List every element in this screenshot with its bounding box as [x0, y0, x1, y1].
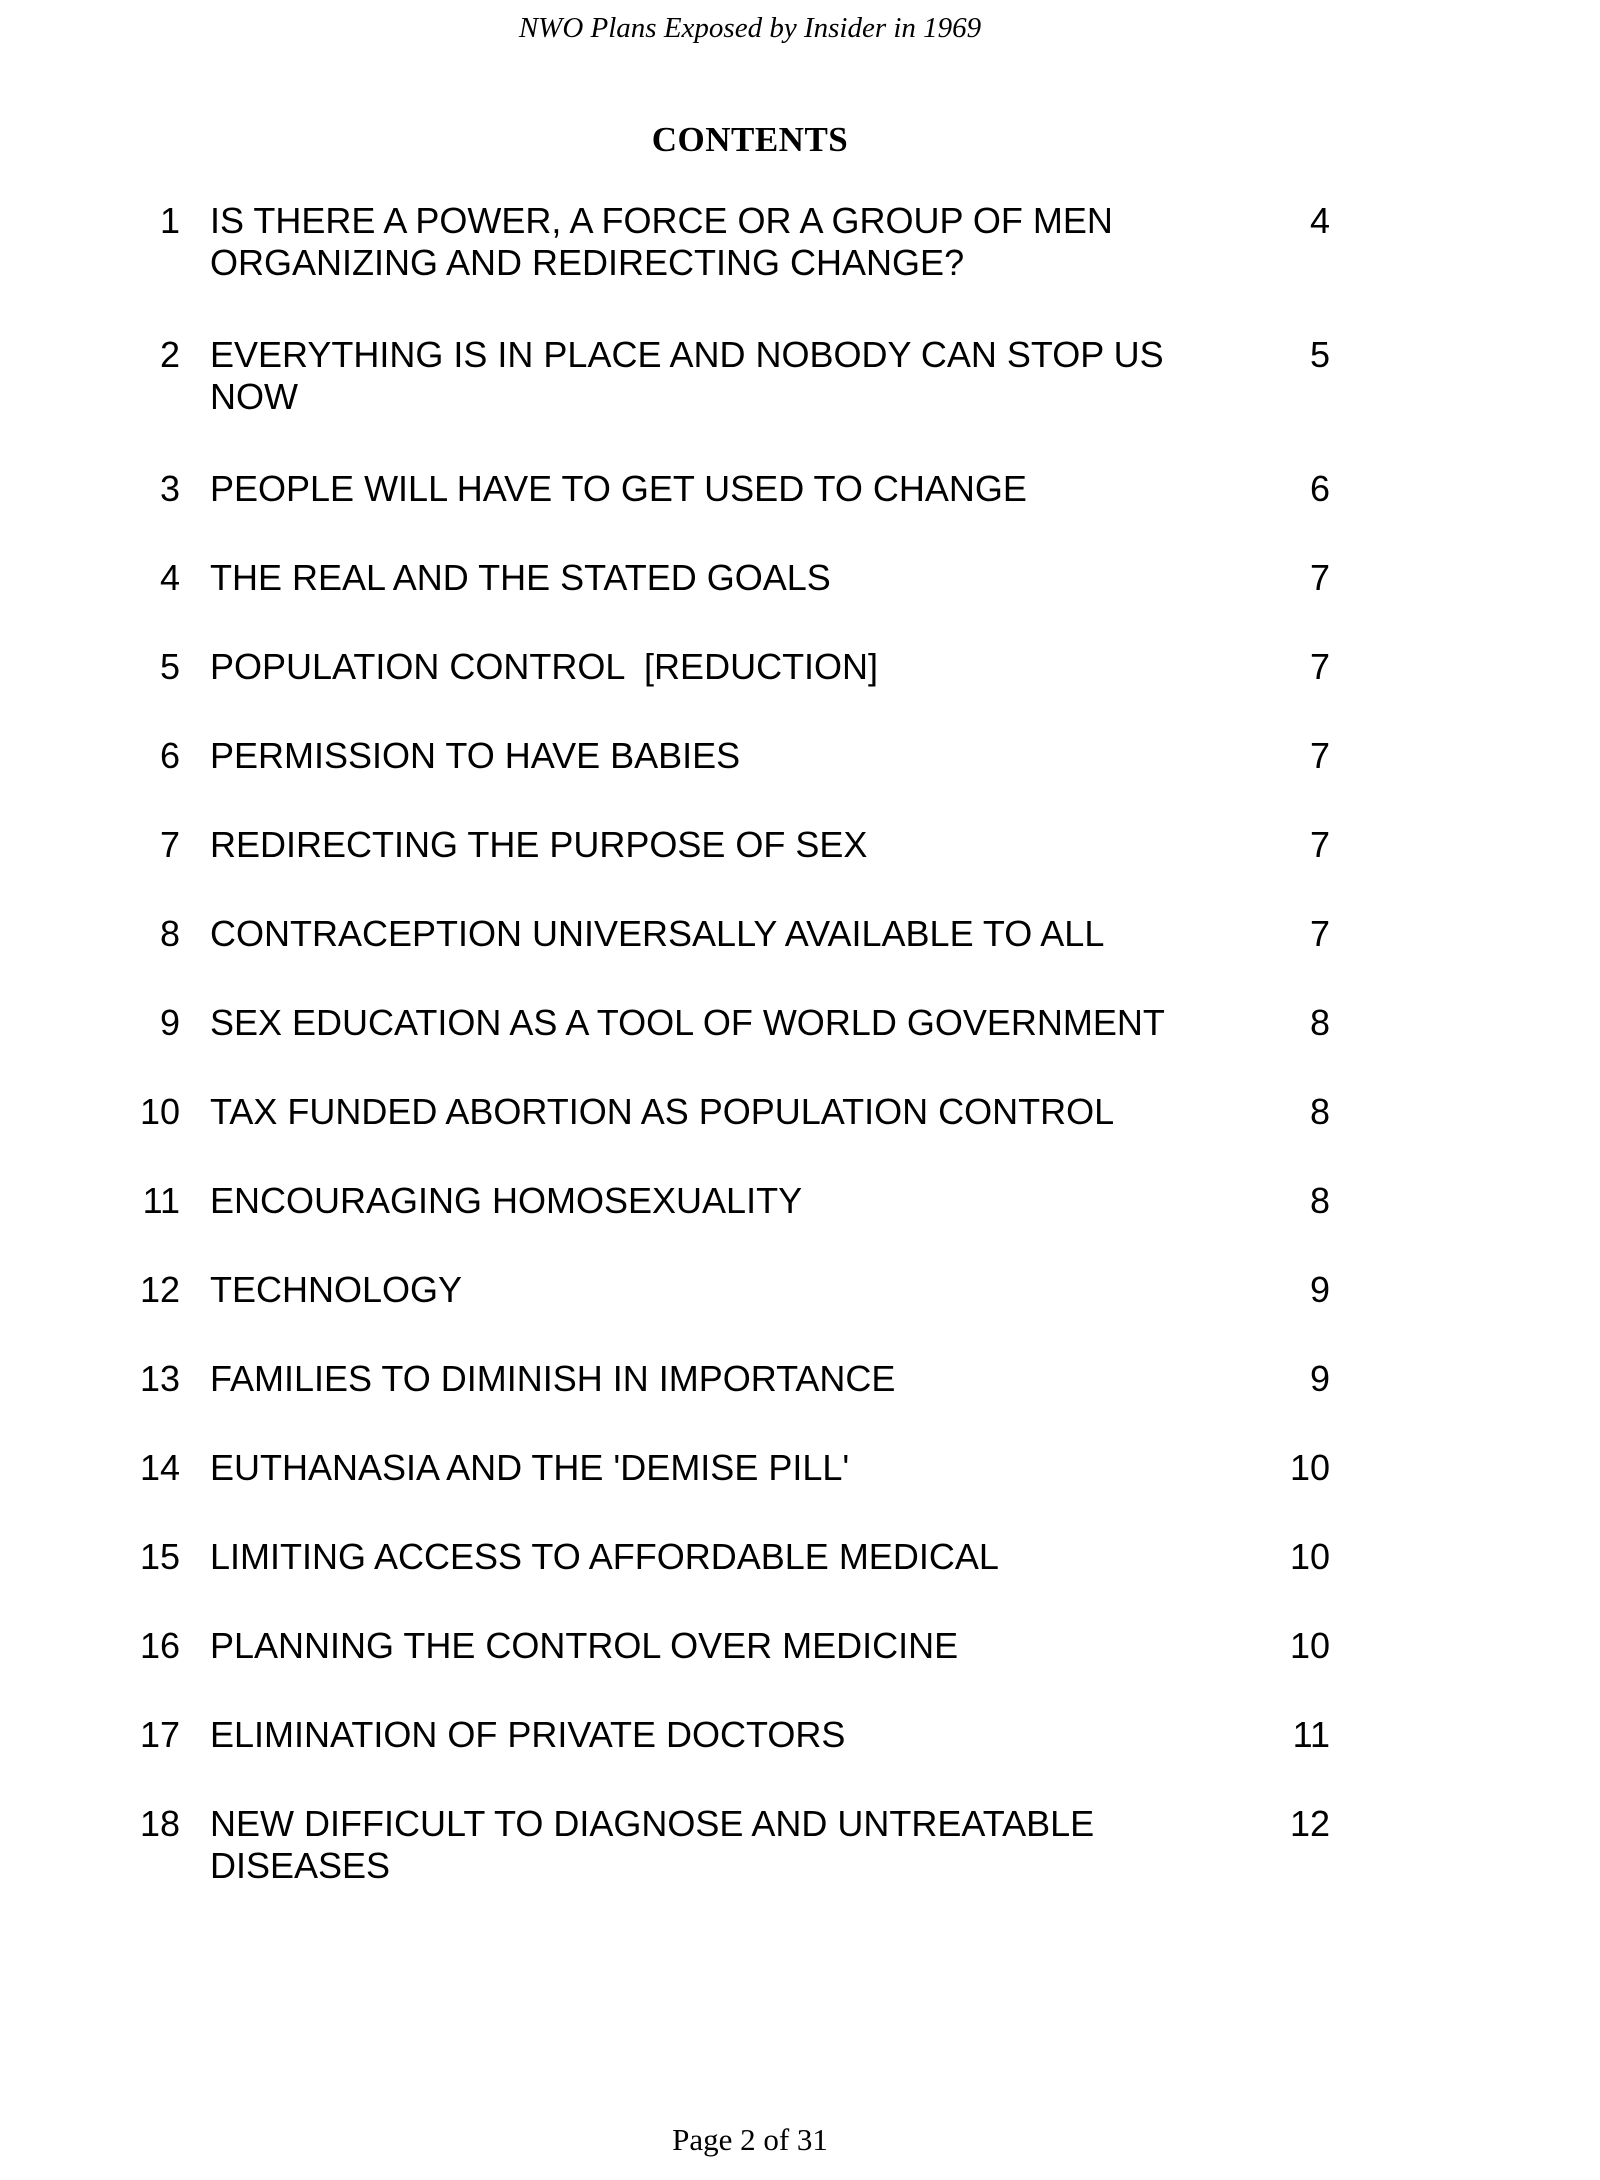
toc-entry-page: 7 — [1309, 646, 1330, 687]
toc-entry-number: 14 — [139, 1447, 180, 1488]
toc-entry-title: LIMITING ACCESS TO AFFORDABLE MEDICAL — [210, 1536, 999, 1577]
toc-entry-number: 4 — [159, 557, 180, 598]
toc-entry-page: 9 — [1309, 1269, 1330, 1310]
toc-entry[interactable] — [0, 1091, 1600, 1133]
toc-entry-page: 10 — [1289, 1625, 1330, 1666]
toc-entry-number: 5 — [159, 646, 180, 687]
toc-entry-page: 6 — [1309, 468, 1330, 509]
toc-entry[interactable] — [0, 1536, 1600, 1578]
toc-entry-title: TAX FUNDED ABORTION AS POPULATION CONTROL — [210, 1091, 1115, 1132]
toc-entry-number: 3 — [159, 468, 180, 509]
toc-entry[interactable] — [0, 913, 1600, 955]
toc-entry[interactable] — [0, 1002, 1600, 1044]
toc-entry-title: THE REAL AND THE STATED GOALS — [210, 557, 831, 598]
toc-entry-number: 12 — [139, 1269, 180, 1310]
toc-entry[interactable] — [0, 646, 1600, 688]
toc-entry[interactable] — [0, 1714, 1600, 1756]
page-number-footer: Page 2 of 31 — [672, 2122, 828, 2157]
toc-entry[interactable] — [0, 200, 1600, 284]
table-of-contents — [0, 200, 1600, 1937]
toc-entry[interactable] — [0, 1803, 1600, 1887]
toc-entry-number: 15 — [139, 1536, 180, 1577]
toc-entry-title: CONTRACEPTION UNIVERSALLY AVAILABLE TO ALL — [210, 913, 1105, 954]
toc-entry-number: 11 — [142, 1180, 180, 1221]
toc-entry-page: 7 — [1309, 735, 1330, 776]
toc-entry-page: 11 — [1292, 1714, 1330, 1755]
toc-entry-title: SEX EDUCATION AS A TOOL OF WORLD GOVERNMENT — [210, 1002, 1165, 1043]
toc-entry-page: 12 — [1289, 1803, 1330, 1844]
toc-entry-title: EVERYTHING IS IN PLACE AND NOBODY CAN STOP US NOW — [210, 334, 1164, 417]
toc-entry[interactable] — [0, 1447, 1600, 1489]
toc-entry-number: 10 — [139, 1091, 180, 1132]
toc-entry-number: 7 — [159, 824, 180, 865]
toc-entry-title: REDIRECTING THE PURPOSE OF SEX — [210, 824, 868, 865]
toc-entry-title: FAMILIES TO DIMINISH IN IMPORTANCE — [210, 1358, 896, 1399]
toc-entry-number: 16 — [139, 1625, 180, 1666]
running-header: NWO Plans Exposed by Insider in 1969 — [518, 12, 982, 44]
toc-entry-title: PLANNING THE CONTROL OVER MEDICINE — [210, 1625, 959, 1666]
toc-entry-title: ENCOURAGING HOMOSEXUALITY — [210, 1180, 803, 1221]
toc-entry-title: PERMISSION TO HAVE BABIES — [210, 735, 741, 776]
toc-entry-title: PEOPLE WILL HAVE TO GET USED TO CHANGE — [210, 468, 1027, 509]
toc-entry-title: IS THERE A POWER, A FORCE OR A GROUP OF MEN ORGANIZING AND REDIRECTING CHANGE? — [210, 200, 1113, 283]
toc-entry-page: 7 — [1309, 824, 1330, 865]
toc-entry-title: NEW DIFFICULT TO DIAGNOSE AND UNTREATABLE DISEASES — [210, 1803, 1095, 1886]
toc-entry[interactable] — [0, 1269, 1600, 1311]
toc-entry[interactable] — [0, 735, 1600, 777]
toc-entry-number: 9 — [159, 1002, 180, 1043]
toc-entry-page: 8 — [1309, 1002, 1330, 1043]
toc-entry-page: 7 — [1309, 913, 1330, 954]
toc-entry[interactable] — [0, 557, 1600, 599]
toc-entry-page: 8 — [1309, 1091, 1330, 1132]
toc-entry-page: 8 — [1309, 1180, 1330, 1221]
toc-entry-number: 18 — [139, 1803, 180, 1844]
toc-entry-number: 13 — [139, 1358, 180, 1399]
toc-entry-page: 10 — [1289, 1536, 1330, 1577]
toc-entry-page: 4 — [1309, 200, 1330, 241]
toc-entry-page: 9 — [1309, 1358, 1330, 1399]
toc-entry-title: POPULATION CONTROL [REDUCTION] — [210, 646, 879, 687]
toc-entry-number: 6 — [159, 735, 180, 776]
toc-entry[interactable] — [0, 468, 1600, 510]
toc-entry-title: ELIMINATION OF PRIVATE DOCTORS — [210, 1714, 846, 1755]
toc-entry[interactable] — [0, 1180, 1600, 1222]
toc-entry[interactable] — [0, 1625, 1600, 1667]
toc-entry-number: 17 — [139, 1714, 180, 1755]
toc-entry-page: 5 — [1309, 334, 1330, 375]
toc-entry-page: 7 — [1309, 557, 1330, 598]
toc-entry[interactable] — [0, 824, 1600, 866]
toc-entry-number: 8 — [159, 913, 180, 954]
toc-entry[interactable] — [0, 1358, 1600, 1400]
toc-entry[interactable] — [0, 334, 1600, 418]
toc-entry-number: 1 — [159, 200, 180, 241]
toc-entry-page: 10 — [1289, 1447, 1330, 1488]
contents-title: CONTENTS — [651, 120, 849, 159]
toc-entry-number: 2 — [159, 334, 180, 375]
toc-entry-title: EUTHANASIA AND THE 'DEMISE PILL' — [210, 1447, 850, 1488]
toc-entry-title: TECHNOLOGY — [210, 1269, 463, 1310]
